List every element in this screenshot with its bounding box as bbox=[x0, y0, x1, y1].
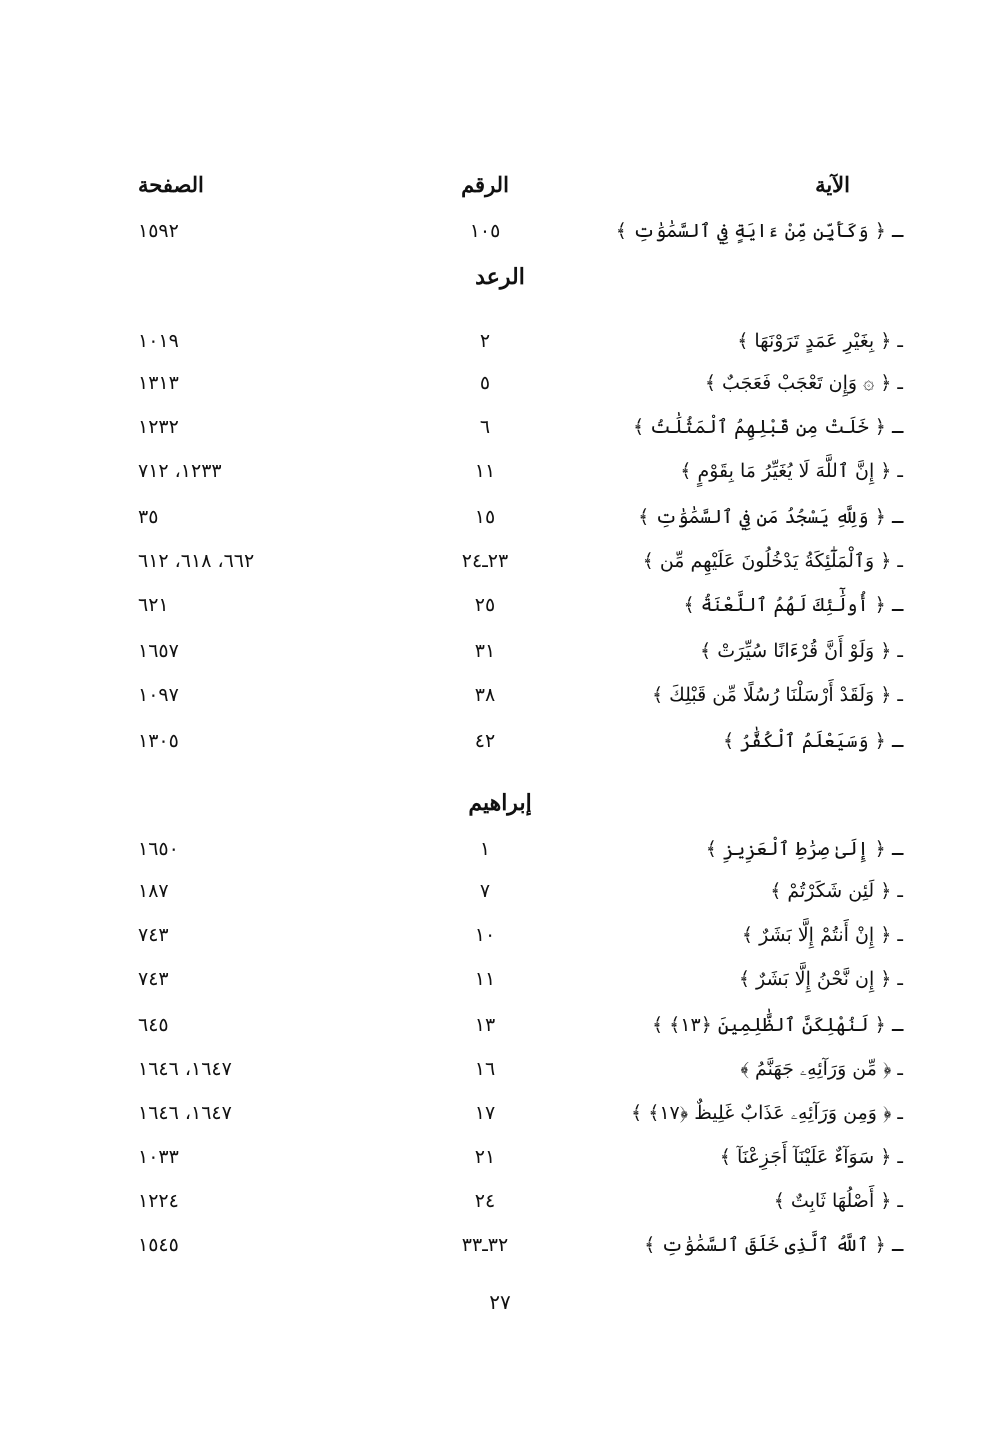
page-number: ١٣١٣ bbox=[138, 372, 179, 394]
table-row bbox=[0, 460, 1000, 490]
verse-number: ٦ bbox=[479, 416, 491, 438]
verse-number: ٢٥ bbox=[474, 594, 496, 616]
verse-text: ـ ﴿ لَئِن شَكَرْتُمْ ﴾ bbox=[770, 880, 903, 902]
verse-text: ـ ﴿ وَكَأَيِّن مِّنْ ءَايَةٍ فِي ٱلسَّمَٰوَٰتِ ﴾ bbox=[615, 220, 903, 242]
verse-text: ـ ﴿ إِلَىٰ صِرَٰطِ ٱلْعَزِيزِ ﴾ bbox=[705, 838, 903, 860]
table-row bbox=[0, 220, 1000, 250]
table-row bbox=[0, 1058, 1000, 1088]
table-row bbox=[0, 924, 1000, 954]
page-number: ١٨٧ bbox=[138, 880, 169, 902]
verse-text: ـ ﴿ إِنْ أَنتُمْ إِلَّا بَشَرٌ ﴾ bbox=[741, 924, 903, 946]
verse-number: ٣١ bbox=[474, 640, 496, 662]
verse-number: ٤٢ bbox=[474, 730, 496, 752]
page-number: ١٦٥٧ bbox=[138, 640, 179, 662]
table-row bbox=[0, 838, 1000, 868]
verse-number: ١٧ bbox=[474, 1102, 496, 1124]
verse-number: ٢٤ bbox=[474, 1190, 496, 1212]
table-row bbox=[0, 372, 1000, 402]
verse-number: ٢ bbox=[479, 330, 491, 352]
header-number: الرقم bbox=[461, 172, 509, 197]
verse-number: ١٠ bbox=[474, 924, 496, 946]
table-row bbox=[0, 1146, 1000, 1176]
page-number: ١٦٤٧، ١٦٤٦ bbox=[138, 1058, 232, 1080]
page-number: ١٥٩٢ bbox=[138, 220, 179, 242]
verse-text: ـ ﴿ وَلِلَّهِ يَسْجُدُ مَن فِي ٱلسَّمَٰوَٰتِ ﴾ bbox=[638, 506, 903, 528]
verse-text: ـ ﴿ إِن نَّحْنُ إِلَّا بَشَرٌ ﴾ bbox=[738, 968, 903, 990]
table-row bbox=[0, 1190, 1000, 1220]
verse-number: ٣٨ bbox=[474, 684, 496, 706]
page-number: ٣٥ bbox=[138, 506, 159, 528]
table-row bbox=[0, 506, 1000, 536]
page-number: ٦٤٥ bbox=[138, 1014, 169, 1036]
page-number: ١٢٣٢ bbox=[138, 416, 179, 438]
verse-text: ـ ﴿ وَسَيَعْلَمُ ٱلْكُفَّٰرُ ﴾ bbox=[722, 730, 903, 752]
verse-number: ٥ bbox=[479, 372, 491, 394]
table-row bbox=[0, 1014, 1000, 1044]
page-number: ٧٤٣ bbox=[138, 968, 169, 990]
verse-text: ـ ﴿ وَلَقَدْ أَرْسَلْنَا رُسُلًا مِّن قَبْلِكَ ﴾ bbox=[651, 684, 903, 706]
verse-number: ٢١ bbox=[474, 1146, 496, 1168]
table-row bbox=[0, 880, 1000, 910]
verse-text: ـ ﴿ ۞ وَإِن تَعْجَبْ فَعَجَبٌ ﴾ bbox=[704, 372, 903, 394]
page-number: ١٠٩٧ bbox=[138, 684, 179, 706]
verse-number: ١٥ bbox=[474, 506, 496, 528]
page-number: ١٦٤٧، ١٦٤٦ bbox=[138, 1102, 232, 1124]
verse-text: ـ ﴿ وَلَوْ أَنَّ قُرْءَانًا سُيِّرَتْ ﴾ bbox=[700, 640, 903, 662]
table-row bbox=[0, 968, 1000, 998]
verse-number: ١٠٥ bbox=[469, 220, 501, 242]
verse-text: ـ ﴿ وَمِن وَرَآئِهِۦ عَذَابٌ غَلِيظٌ ﴿١٧﴾ ﴾ bbox=[631, 1102, 903, 1124]
verse-text: ـ ﴿ ٱللَّهُ ٱلَّذِى خَلَقَ ٱلسَّمَٰوَٰتِ ﴾ bbox=[644, 1234, 903, 1256]
page-number: ١٦٥٠ bbox=[138, 838, 179, 860]
verse-number: ٣٢ـ٣٣ bbox=[461, 1234, 509, 1256]
table-header bbox=[0, 172, 1000, 202]
section-title-raad: الرعد bbox=[475, 264, 525, 290]
page-number: ١٢٢٤ bbox=[138, 1190, 179, 1212]
section-title-ibrahim: إبراهيم bbox=[468, 790, 532, 816]
page-number: ٧٤٣ bbox=[138, 924, 169, 946]
verse-number: ١١ bbox=[474, 460, 496, 482]
verse-text: ـ ﴿ لَنُهْلِكَنَّ ٱلظَّٰلِمِينَ ﴿١٣﴾ ﴾ bbox=[651, 1014, 903, 1036]
verse-text: ـ ﴿ بِغَيْرِ عَمَدٍ تَرَوْنَهَا ﴾ bbox=[737, 330, 903, 352]
page-folio-number: ٢٧ bbox=[489, 1290, 511, 1314]
verse-number: ١١ bbox=[474, 968, 496, 990]
verse-text: ـ ﴿ وَٱلْمَلَٰٓئِكَةُ يَدْخُلُونَ عَلَيْهِم مِّن ﴾ bbox=[642, 550, 903, 572]
verse-text: ـ ﴿ خَلَتْ مِن قَبْلِهِمُ ٱلْمَثُلَٰتُ ﴾ bbox=[632, 416, 903, 438]
header-verse: الآية bbox=[815, 172, 850, 197]
verse-number: ١٣ bbox=[474, 1014, 496, 1036]
page-number: ٦٦٢، ٦١٨، ٦١٢ bbox=[138, 550, 255, 572]
page-number: ٦٢١ bbox=[138, 594, 169, 616]
page-number: ١٠١٩ bbox=[138, 330, 179, 352]
verse-text: ـ ﴿ أُولَٰٓئِكَ لَهُمُ ٱللَّعْنَةُ ﴾ bbox=[683, 594, 903, 616]
page-number: ١٥٤٥ bbox=[138, 1234, 179, 1256]
verse-number: ١ bbox=[479, 838, 491, 860]
table-row bbox=[0, 684, 1000, 714]
table-row bbox=[0, 640, 1000, 670]
header-page: الصفحة bbox=[138, 172, 204, 197]
table-row bbox=[0, 730, 1000, 760]
table-row bbox=[0, 594, 1000, 624]
verse-number: ٧ bbox=[479, 880, 491, 902]
table-row bbox=[0, 416, 1000, 446]
table-row bbox=[0, 550, 1000, 580]
page-number: ١٣٠٥ bbox=[138, 730, 179, 752]
table-row bbox=[0, 1234, 1000, 1264]
verse-text: ـ ﴿ أَصْلُهَا ثَابِتٌ ﴾ bbox=[773, 1190, 903, 1212]
page-number: ١٠٣٣ bbox=[138, 1146, 179, 1168]
verse-text: ـ ﴿ سَوَآءٌ عَلَيْنَآ أَجَزِعْنَآ ﴾ bbox=[719, 1146, 903, 1168]
page-number: ١٢٣٣، ٧١٢ bbox=[138, 460, 222, 482]
verse-number: ١٦ bbox=[474, 1058, 496, 1080]
table-row bbox=[0, 1102, 1000, 1132]
table-row bbox=[0, 330, 1000, 360]
verse-number: ٢٣ـ٢٤ bbox=[461, 550, 509, 572]
verse-text: ـ ﴿ مِّن وَرَآئِهِۦ جَهَنَّمُ ﴾ bbox=[740, 1058, 903, 1080]
verse-text: ـ ﴿ إِنَّ ٱللَّهَ لَا يُغَيِّرُ مَا بِقَوْمٍ ﴾ bbox=[680, 460, 903, 482]
